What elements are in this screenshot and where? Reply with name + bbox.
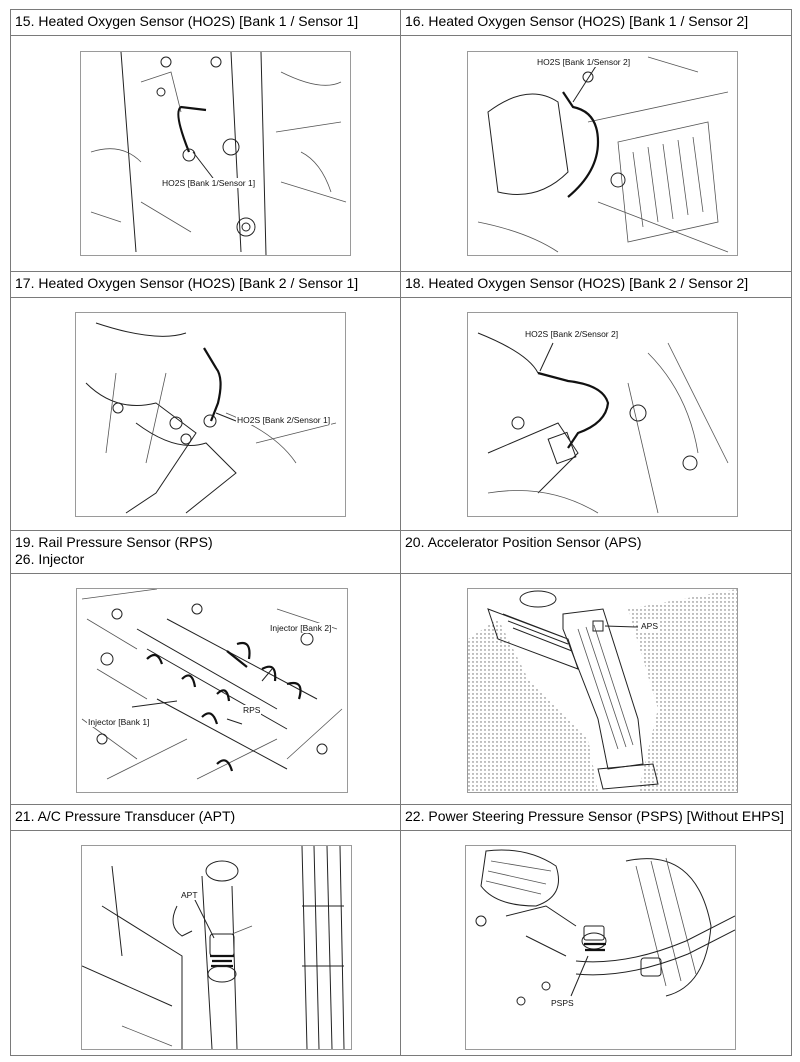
ho2s-b2s2-label: HO2S [Bank 2/Sensor 2] — [525, 329, 619, 339]
rps-label: RPS — [243, 705, 261, 715]
sensor-location-table — [10, 9, 792, 1056]
cell-18-figure — [401, 298, 792, 531]
aps-drawing — [468, 589, 737, 792]
cell-17-figure — [11, 298, 401, 531]
cell-21-title: 21. A/C Pressure Transducer (APT) — [11, 805, 401, 831]
cell-19-figure — [11, 574, 401, 805]
cell-22-title: 22. Power Steering Pressure Sensor (PSPS) [Without EHPS] — [401, 805, 792, 831]
cell-19-title-line1: 19. Rail Pressure Sensor (RPS) — [15, 534, 213, 550]
apt-label: APT — [181, 890, 198, 900]
ho2s-bank2-sensor2-diagram — [467, 312, 738, 517]
aps-label: APS — [641, 621, 659, 631]
rps-injector-diagram — [76, 588, 348, 793]
psps-drawing — [466, 846, 735, 1049]
ho2s-b2s1-label: HO2S [Bank 2/Sensor 1] — [237, 415, 331, 425]
rps-injector-drawing — [77, 589, 347, 792]
cell-20-title: 20. Accelerator Position Sensor (APS) — [401, 531, 792, 574]
cell-16-figure — [401, 36, 792, 272]
cell-19-title-line2: 26. Injector — [15, 551, 85, 567]
apt-drawing — [82, 846, 351, 1049]
cell-22-figure — [401, 831, 792, 1056]
ho2s-b2s2-drawing — [468, 313, 737, 516]
ho2s-b1s2-label: HO2S [Bank 1/Sensor 2] — [537, 57, 631, 67]
psps-diagram — [465, 845, 736, 1050]
cell-19-title — [11, 531, 401, 574]
cell-17-title: 17. Heated Oxygen Sensor (HO2S) [Bank 2 / Sensor 1] — [11, 272, 401, 298]
injector-bank2-label: Injector [Bank 2] — [270, 623, 332, 633]
cell-15-title: 15. Heated Oxygen Sensor (HO2S) [Bank 1 / Sensor 1] — [11, 10, 401, 36]
cell-15-figure — [11, 36, 401, 272]
ho2s-bank1-sensor2-diagram — [467, 51, 738, 256]
ho2s-b1s1-label: HO2S [Bank 1/Sensor 1] — [162, 178, 256, 188]
apt-diagram — [81, 845, 352, 1050]
cell-16-title: 16. Heated Oxygen Sensor (HO2S) [Bank 1 / Sensor 2] — [401, 10, 792, 36]
ho2s-bank2-sensor1-diagram — [75, 312, 346, 517]
psps-label: PSPS — [551, 998, 574, 1008]
cell-20-figure — [401, 574, 792, 805]
ho2s-bank1-sensor1-diagram — [80, 51, 351, 256]
cell-21-figure — [11, 831, 401, 1056]
cell-18-title: 18. Heated Oxygen Sensor (HO2S) [Bank 2 / Sensor 2] — [401, 272, 792, 298]
aps-diagram — [467, 588, 738, 793]
injector-bank1-label: Injector [Bank 1] — [88, 717, 150, 727]
ho2s-b1s1-drawing — [81, 52, 350, 255]
ho2s-b1s2-drawing — [468, 52, 737, 255]
